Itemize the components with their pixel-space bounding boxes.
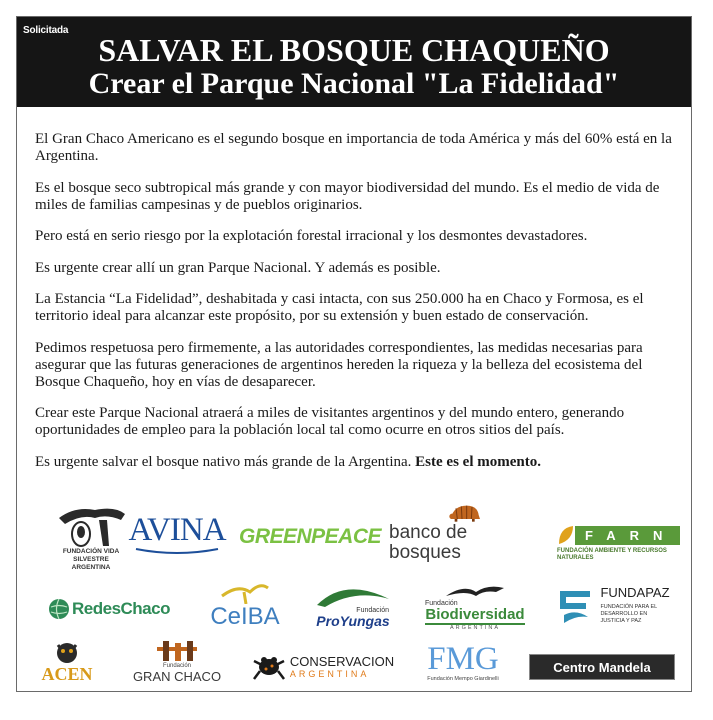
paragraph: Pedimos respetuosa pero firmemente, a las autoridades correspondientes, las medidas necesarias para asegurar que las futuras generaciones de argentinos hereden la riqueza y la belleza del ecosistema del Bosque Chaqueño, hoy en vías de desaparecer. — [35, 339, 643, 390]
logo-gran-chaco — [125, 637, 229, 687]
paragraph: Pero está en serio riesgo por la explotación forestal irracional y los desmontes devastadores. — [35, 228, 588, 244]
fundapaz-icon — [556, 585, 594, 629]
paragraph: Es urgente crear allí un gran Parque Nacional. Y además es posible. — [35, 259, 441, 276]
biodiversidad-small: Fundación — [425, 599, 458, 607]
gran-chaco-emblem-icon — [155, 641, 199, 663]
logo-fundapaz — [545, 585, 681, 637]
logo-ceiba — [195, 575, 295, 637]
logo-greenpeace — [235, 519, 385, 555]
avina-swoosh-icon — [134, 547, 220, 555]
centro-mandela-name: Centro Mandela — [529, 654, 675, 680]
advertisement-frame — [16, 16, 692, 692]
proyungas-small: Fundación — [356, 607, 389, 614]
avina-name: AVINA — [128, 512, 226, 548]
armadillo-icon — [438, 503, 490, 523]
redes-chaco-name: RedesChaco — [72, 599, 170, 618]
headline-title: SALVAR EL BOSQUE CHAQUEÑO — [98, 32, 610, 68]
frog-icon — [252, 651, 286, 683]
paragraph: Crear este Parque Nacional atraerá a miles de visitantes argentinos y del mundo entero, generando oportunidades de empleo para la población local tal como ocurre en otros sitios del país. — [35, 405, 625, 438]
fmg-name: FMG — [427, 641, 499, 677]
logo-acen — [31, 637, 103, 687]
farn-name: FUNDACIÓN AMBIENTE Y RECURSOS NATURALES — [557, 548, 667, 561]
paragraph: La Estancia “La Fidelidad”, deshabitada y casi intacta, con sus 250.000 ha en Chaco y Formosa, es el territorio ideal para alcanzar este propósito, por su extensión y buen estado de conservación. — [35, 291, 644, 324]
logo-avina — [129, 509, 225, 559]
logo-redes-chaco — [39, 592, 179, 626]
proyungas-name: ProYungas — [316, 613, 390, 629]
biodiversidad-country: ARGENTINA — [449, 624, 501, 631]
farn-acronym: FARN — [575, 526, 680, 545]
acen-name: ACEN — [41, 664, 93, 684]
logo-farn — [557, 519, 681, 567]
closing-emphasis: Este es el momento. — [415, 453, 541, 470]
logo-conservacion-argentina — [239, 647, 407, 687]
paragraph: Es el bosque seco subtropical más grande y con mayor biodiversidad del mundo. Es el medio de vida de miles de familias campesinas y de pueblos originarios. — [35, 179, 660, 213]
farn-leaf-icon — [557, 524, 575, 546]
paragraph: El Gran Chaco Americano es el segundo bosque en importancia de toda América y más del 60% está en la Argentina. — [35, 131, 672, 164]
body-text — [35, 131, 675, 485]
logo-proyungas — [303, 577, 403, 635]
banco-bosques-name: banco de bosques — [389, 522, 468, 563]
biodiversidad-name: Biodiversidad — [425, 605, 525, 623]
closing-text: Es urgente salvar el bosque nativo más grande de la Argentina. — [35, 453, 412, 470]
headline-banner — [17, 17, 691, 107]
logo-fmg — [413, 639, 513, 687]
conservacion-name: CONSERVACION — [289, 653, 395, 669]
mountain-icon — [315, 583, 391, 607]
logo-biodiversidad — [417, 577, 533, 637]
jaguar-icon — [52, 641, 82, 665]
fundapaz-sub: FUNDACIÓN PARA EL DESARROLLO EN JUSTICIA Y PAZ — [600, 604, 657, 624]
globe-icon — [48, 598, 70, 620]
logo-centro-mandela — [525, 653, 679, 681]
panda-icon — [55, 504, 127, 548]
headline-subtitle: Crear el Parque Nacional "La Fidelidad" — [88, 67, 620, 100]
tree-icon — [220, 582, 270, 604]
logo-banco-de-bosques — [389, 503, 539, 563]
gran-chaco-name: GRAN CHACO — [132, 668, 222, 684]
closing-paragraph — [35, 454, 675, 471]
fmg-sub: Fundación Mempo Giardinelli — [427, 676, 499, 682]
fundapaz-name: FUNDAPAZ — [600, 585, 670, 600]
gran-chaco-small: Fundación — [162, 662, 192, 669]
greenpeace-name: GREENPEACE — [238, 525, 382, 548]
sponsor-logos — [17, 497, 691, 687]
bird-icon — [444, 584, 506, 600]
conservacion-sub: ARGENTINA — [289, 668, 370, 679]
vida-silvestre-name: FUNDACIÓN VIDA SILVESTRE ARGENTINA — [62, 548, 120, 571]
ceiba-name: CeIBA — [210, 603, 280, 630]
solicitada-tag: Solicitada — [23, 25, 69, 36]
